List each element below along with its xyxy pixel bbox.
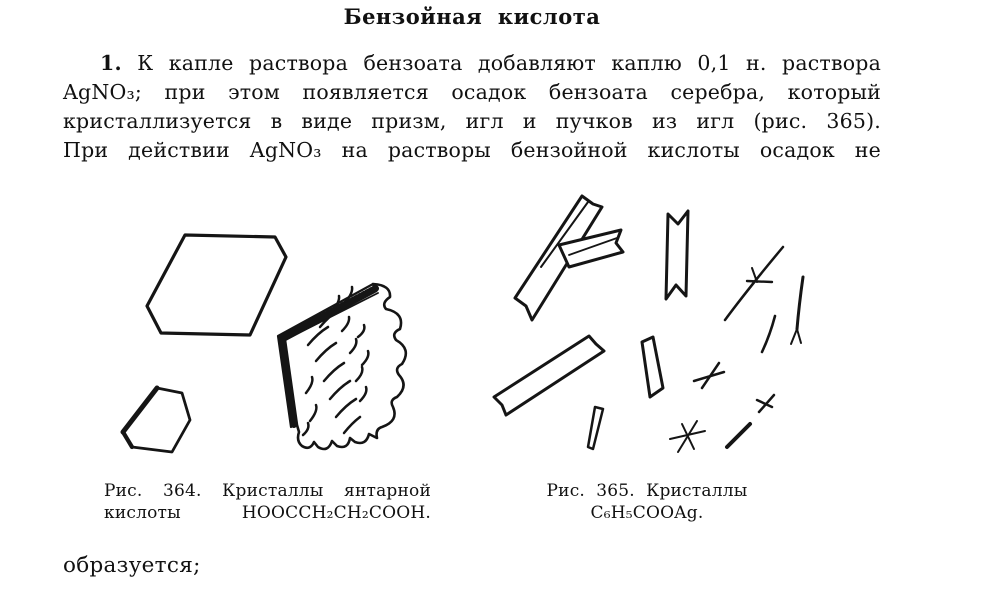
paragraph-line-1 xyxy=(63,49,881,78)
cross-crystal-1 xyxy=(694,363,724,388)
cross-crystal-2 xyxy=(757,395,774,412)
figure-365-illustration xyxy=(485,185,885,465)
closing-text: образуется; xyxy=(63,553,201,578)
notched-ribbon-crystal xyxy=(666,211,688,299)
short-stroke-crystal xyxy=(727,424,750,447)
paragraph-line-1-text: К капле раствора бензоата добавляют каплю 0,1 н. раствора xyxy=(137,51,882,75)
dendrite-crystal xyxy=(278,284,406,449)
figure-364-caption-line2 xyxy=(104,503,431,525)
needle-cluster xyxy=(725,247,783,320)
body-paragraph xyxy=(63,49,881,165)
forked-needle xyxy=(791,277,803,344)
figure-364-caption xyxy=(104,481,431,524)
page-title: Бензойная кислота xyxy=(343,4,601,29)
sliver-crystal xyxy=(588,407,603,449)
paragraph-line-3: кристаллизуется в виде призм, игл и пучков из игл (рис. 365). xyxy=(63,109,881,133)
figure-365-formula: C₆H₅COOAg. xyxy=(590,502,704,523)
crossed-prisms xyxy=(515,196,623,320)
figure-365-caption-line1: Рис. 365. Кристаллы xyxy=(546,481,748,501)
small-crystal-corner-edge xyxy=(123,432,132,447)
figure-364-caption-word: кислоты xyxy=(104,502,181,523)
paragraph-line-4: При действии AgNO₃ на растворы бензойной кислоты осадок не xyxy=(63,138,881,162)
small-crystal-thick-edge xyxy=(123,388,157,432)
figure-364-illustration xyxy=(110,185,430,470)
paragraph-line-2: AgNO₃; при этом появляется осадок бензоата серебра, который xyxy=(63,80,881,104)
parallelogram-crystal xyxy=(642,337,663,397)
long-prism-crystal xyxy=(494,336,604,415)
figure-364-caption-line1: Рис. 364. Кристаллы янтарной xyxy=(104,481,431,501)
item-number: 1. xyxy=(100,51,122,75)
figure-364-formula: HOOCCH₂CH₂COOH. xyxy=(241,502,431,523)
hexagon-crystal xyxy=(147,235,286,335)
figure-365-caption xyxy=(528,481,766,524)
small-needle xyxy=(762,316,775,352)
asterisk-crystal xyxy=(670,421,705,452)
